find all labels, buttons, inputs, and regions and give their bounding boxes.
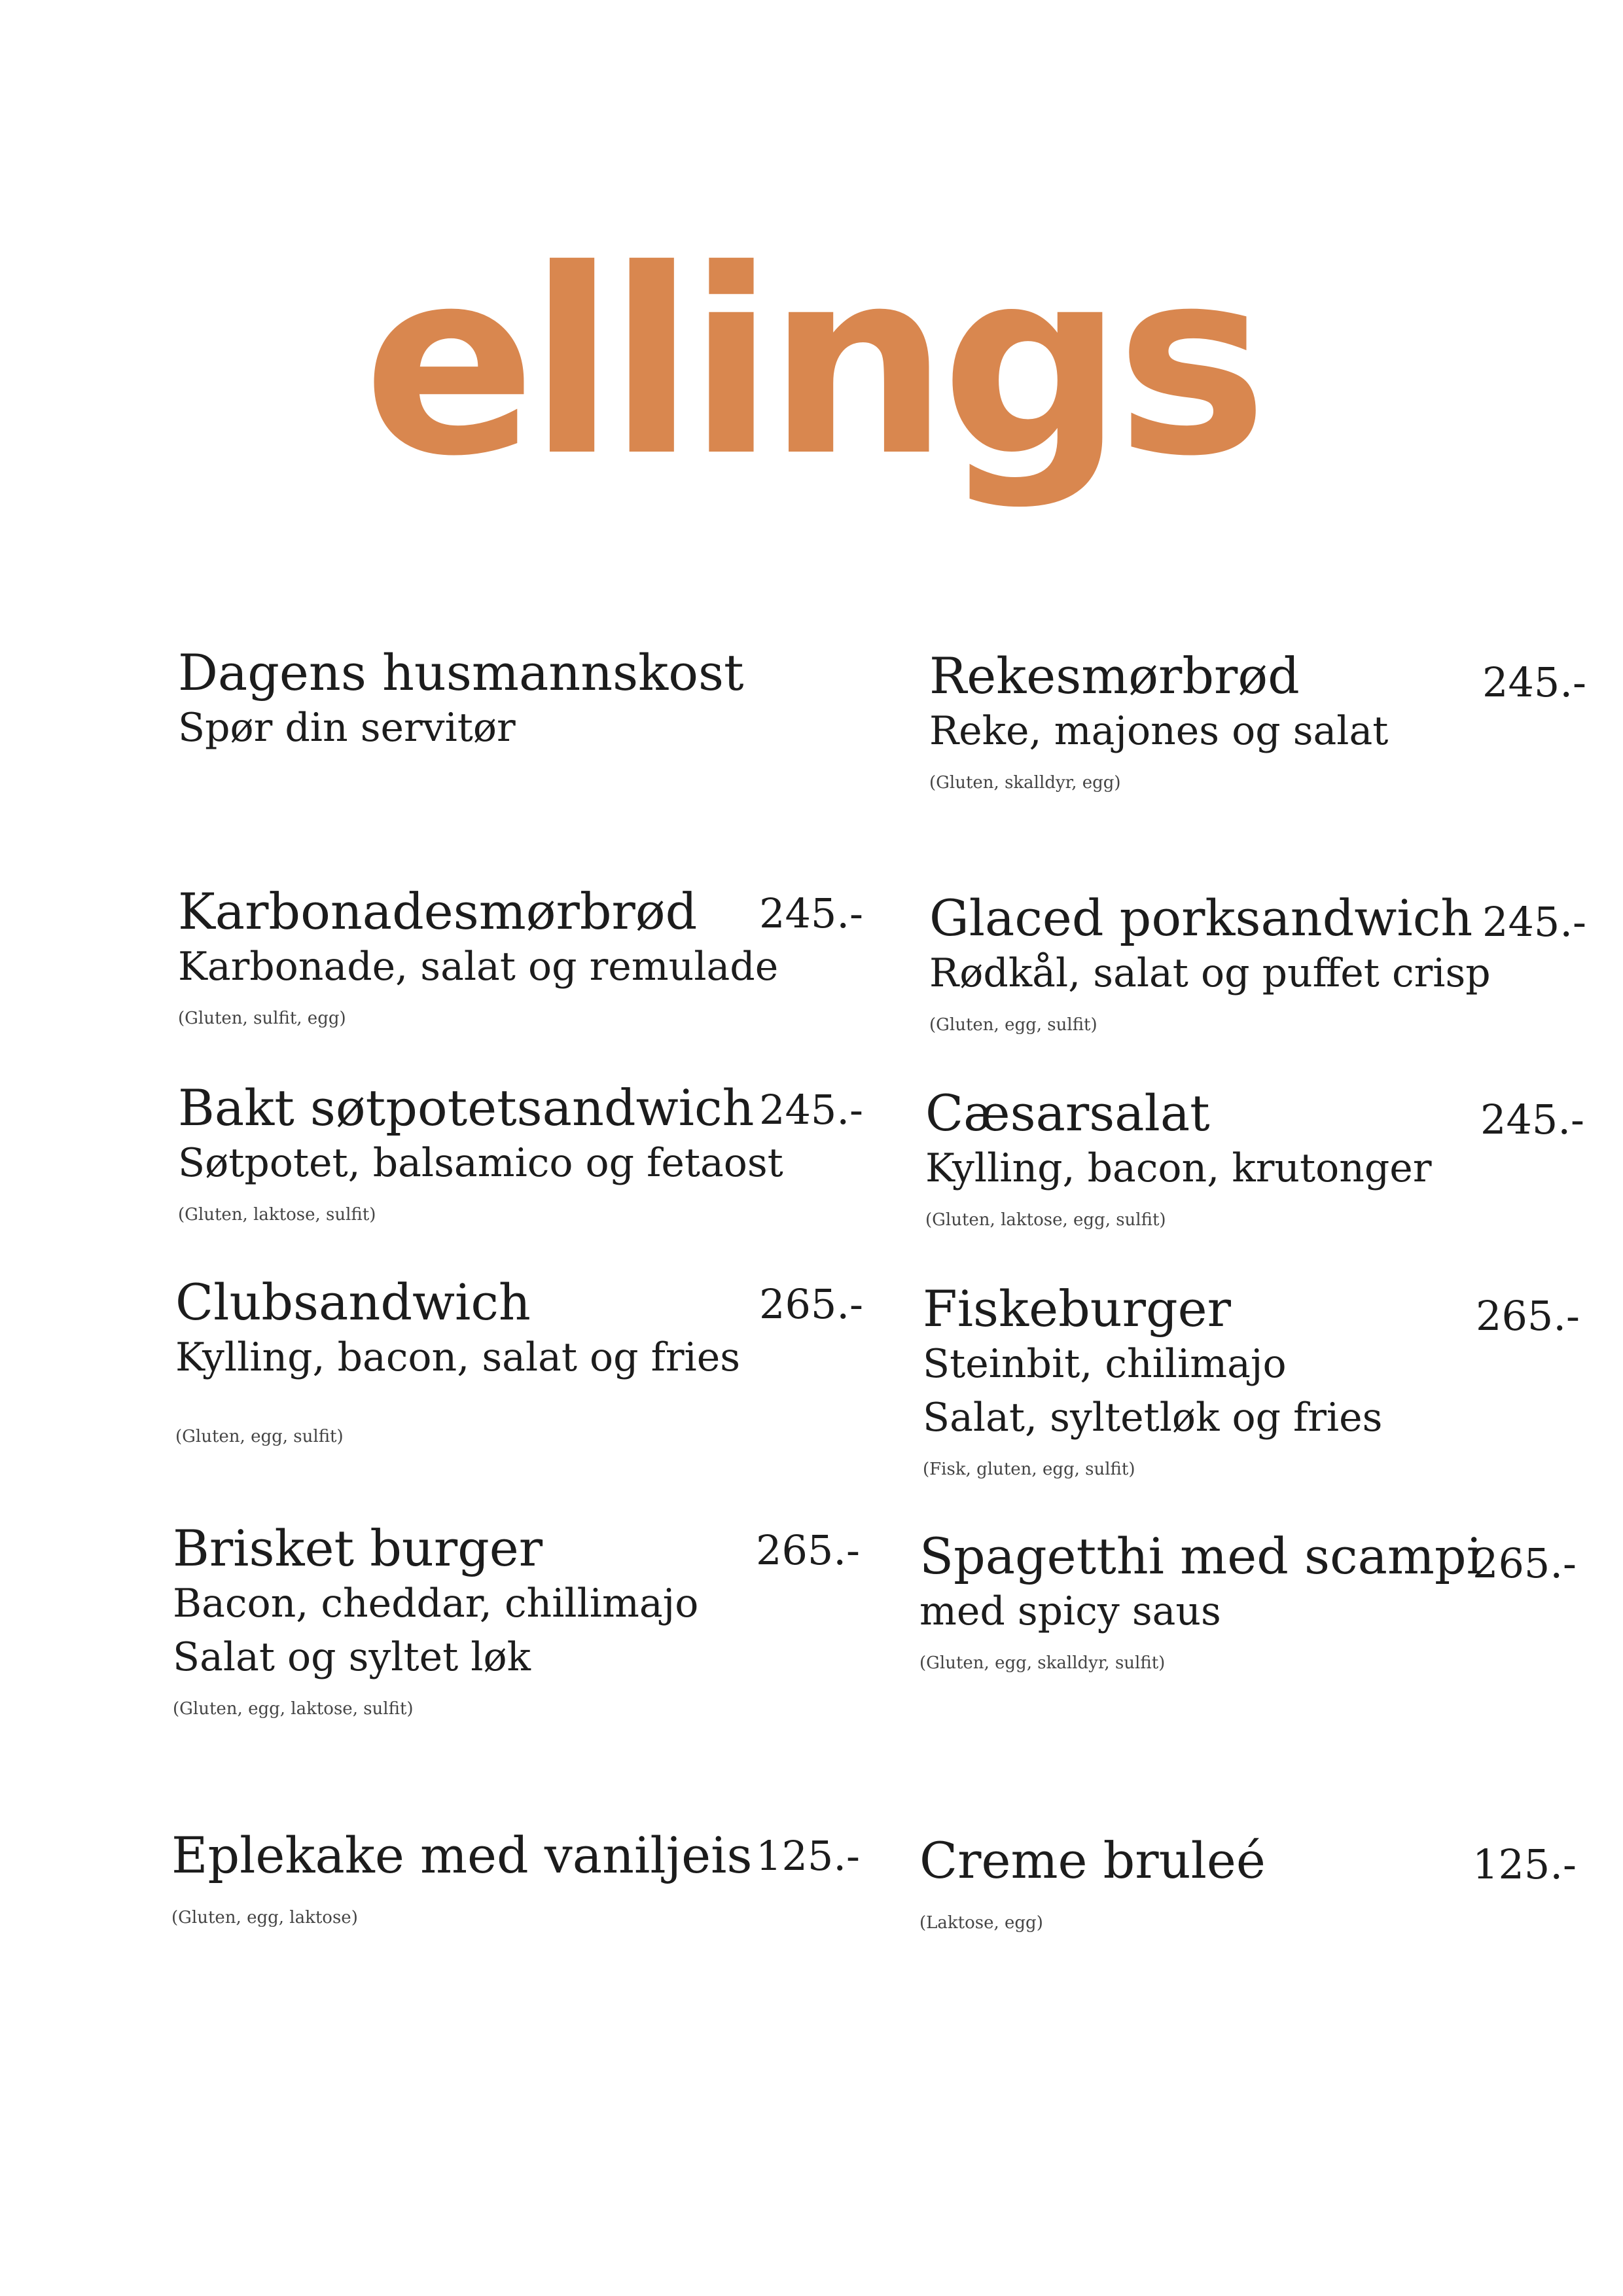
item-allergens: (Gluten, sulfit, egg): [178, 1009, 346, 1028]
item-allergens: (Gluten, egg, sulfit): [929, 1015, 1097, 1035]
item-allergens: (Laktose, egg): [919, 1913, 1043, 1933]
item-allergens: (Gluten, egg, laktose, sulfit): [173, 1699, 414, 1719]
item-name: Dagens husmannskost: [178, 643, 744, 702]
item-description-line-2: Salat og syltet løk: [173, 1634, 531, 1680]
item-name: Rekesmørbrød: [929, 647, 1300, 705]
item-name: Glaced porksandwich: [929, 889, 1473, 947]
item-price: 245.-: [759, 1086, 863, 1134]
item-price: 245.-: [1482, 658, 1586, 706]
item-price: 245.-: [759, 889, 863, 937]
menu-item-bakt-sotpotetsandwich: [178, 1079, 783, 1225]
menu-item-creme-brulee: [919, 1831, 1266, 1933]
item-name: Clubsandwich: [175, 1273, 531, 1331]
item-name: Spagetthi med scampi: [919, 1527, 1482, 1585]
menu-item-karbonadesmorbrod: [178, 882, 779, 1028]
item-allergens: (Gluten, laktose, egg, sulfit): [925, 1210, 1166, 1230]
item-allergens: (Gluten, egg, skalldyr, sulfit): [919, 1653, 1166, 1673]
item-price: 265.-: [756, 1526, 860, 1574]
item-price: 245.-: [1480, 1096, 1584, 1143]
item-description: Kylling, bacon, krutonger: [925, 1145, 1432, 1191]
item-description: Rødkål, salat og puffet crisp: [929, 950, 1491, 996]
menu-item-rekesmorbrod: [929, 647, 1389, 793]
item-price: 265.-: [759, 1280, 863, 1328]
item-price: 125.-: [1472, 1840, 1577, 1888]
item-price: 125.-: [756, 1832, 860, 1880]
item-allergens: (Gluten, egg, laktose): [171, 1908, 358, 1928]
item-allergens: (Gluten, skalldyr, egg): [929, 773, 1121, 793]
item-description: Reke, majones og salat: [929, 708, 1389, 754]
item-description: Steinbit, chilimajo: [923, 1341, 1287, 1387]
item-allergens: (Fisk, gluten, egg, sulfit): [923, 1460, 1135, 1479]
item-description: Bacon, cheddar, chillimajo: [173, 1581, 699, 1626]
item-name: Fiskeburger: [923, 1280, 1231, 1338]
item-price: 265.-: [1472, 1539, 1577, 1587]
item-name: Cæsarsalat: [925, 1084, 1210, 1142]
item-allergens: (Gluten, laktose, sulfit): [178, 1205, 376, 1225]
item-description: Kylling, bacon, salat og fries: [175, 1335, 741, 1380]
item-name: Bakt søtpotetsandwich: [178, 1079, 755, 1137]
menu-item-brisket-burger: [173, 1519, 699, 1719]
item-name: Eplekake med vaniljeis: [171, 1826, 753, 1884]
menu-item-glaced-porksandwich: [929, 889, 1491, 1035]
menu-item-spagetthi-med-scampi: [919, 1527, 1482, 1673]
item-name: Karbonadesmørbrød: [178, 882, 698, 941]
item-description: Spør din servitør: [178, 705, 516, 751]
menu-item-dagens-husmannskost: [178, 643, 744, 751]
brand-logo: ellings: [363, 215, 1260, 512]
menu-item-caesarsalat: [925, 1084, 1432, 1230]
item-allergens: (Gluten, egg, sulfit): [175, 1427, 344, 1446]
item-price: 245.-: [1482, 898, 1586, 946]
item-description: Søtpotet, balsamico og fetaost: [178, 1140, 783, 1186]
item-description-line-2: Salat, syltetløk og fries: [923, 1395, 1383, 1441]
item-name: Creme bruleé: [919, 1831, 1266, 1890]
menu-item-clubsandwich: [175, 1273, 741, 1446]
menu-item-eplekake: [171, 1826, 753, 1928]
item-price: 265.-: [1476, 1292, 1580, 1340]
menu-item-fiskeburger: [923, 1280, 1383, 1479]
item-description: med spicy saus: [919, 1588, 1221, 1634]
item-description: Karbonade, salat og remulade: [178, 944, 779, 990]
item-name: Brisket burger: [173, 1519, 543, 1577]
